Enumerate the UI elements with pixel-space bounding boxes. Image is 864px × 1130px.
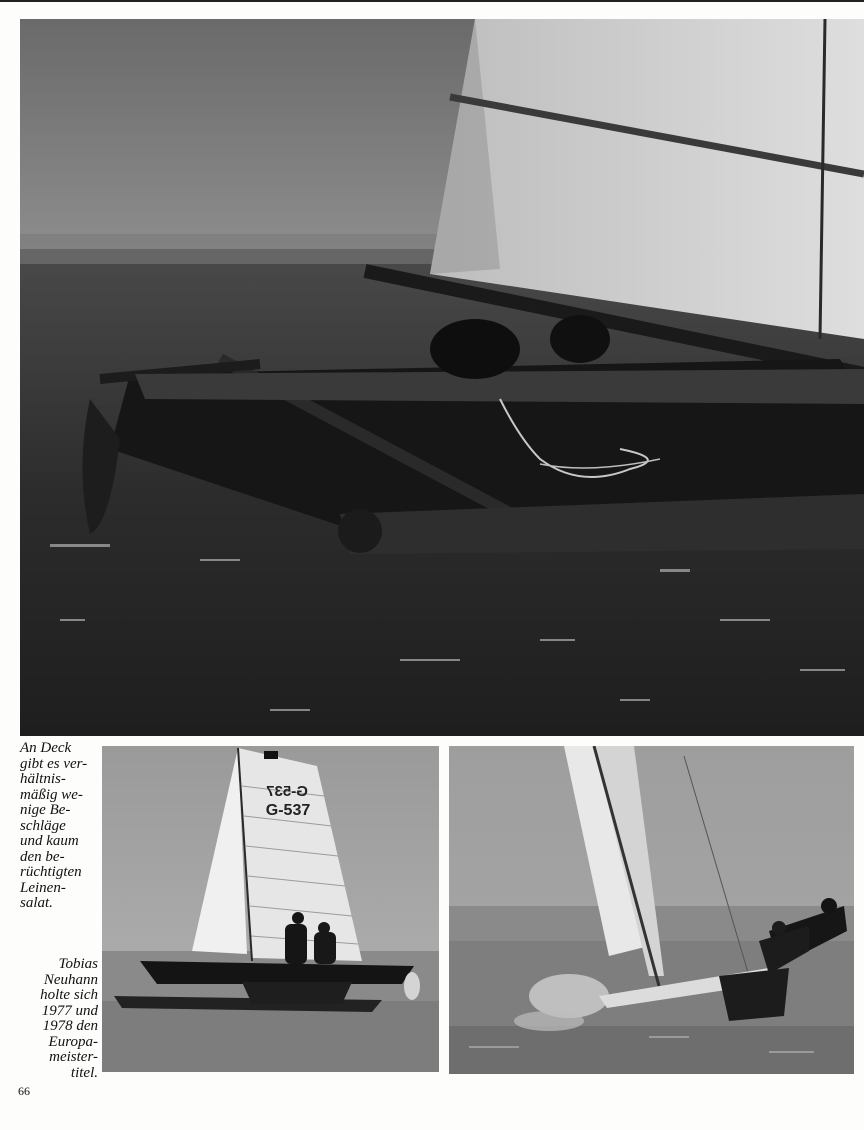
caption-deck: An Deck gibt es ver- hältnis- mäßig we- nige Be- schläge und kaum den be- rüchtigten Leinen- salat. [20,740,88,911]
page-number: 66 [18,1084,30,1098]
caption-champion: Tobias Neuhann holte sich 1977 und 1978 den Europa- meister- titel. [40,956,98,1081]
main-photo-catamaran-deck [20,19,864,736]
photo-catamaran-sail-number [102,746,439,1072]
photo-catamaran-trapeze [449,746,854,1074]
sail-number-front: G-537 [265,802,311,819]
sail-number-mirrored: G-537 [266,783,308,800]
top-rule [0,0,864,2]
